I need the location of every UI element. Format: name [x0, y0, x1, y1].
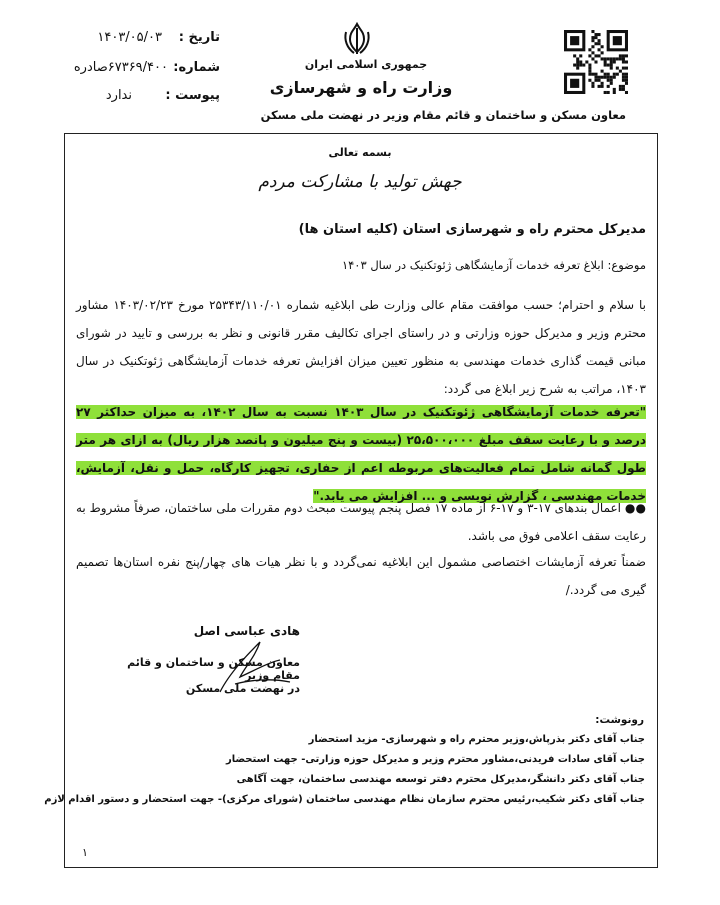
cc-title: رونوشت: [595, 714, 644, 726]
attachment-label: پیوست : [165, 88, 220, 103]
cc-line-2: جناب آقای سادات فریدنی،مشاور محترم وزیر و مدیرکل حوزه وزارتی- جهت استحضار [225, 754, 645, 765]
date-label: تاریخ : [178, 30, 220, 45]
iran-emblem-icon [342, 22, 372, 56]
qr-code-icon [564, 30, 628, 94]
handwritten-signature [200, 632, 300, 702]
deputy-title: معاون مسکن و ساختمان و قائم مقام وزیر در نهضت ملی مسکن [260, 108, 626, 122]
subject: موضوع: ابلاغ تعرفه خدمات آزمایشگاهی ژئوتکنیک در سال ۱۴۰۳ [341, 258, 646, 272]
signer-title-1: معاون مسکن و ساختمان و قائم مقام وزیر [127, 656, 300, 682]
basmala: بسمه تعالی [328, 146, 392, 159]
number-label: شماره: [173, 60, 220, 75]
number-value: ۶۷۳۶۹/۴۰۰صادره [73, 60, 168, 75]
slogan: جهش تولید با مشارکت مردم [258, 172, 462, 192]
paragraph-1: با سلام و احترام؛ حسب موافقت مقام عالی وزارت طی ابلاغیه شماره ۲۵۳۴۳/۱۱۰/۰۱ مورخ ۱۴۰۳/۰۲/۲۳ مشاور محترم وزیر و مدیرکل حوزه وزارتی و در راستای اجرای تکالیف مقرر قانونی و نظر به بررسی و تایید در شورای مبانی قیمت گذاری خدمات مهندسی به منظور تعیین میزان افزایش تعرفه خدمات آزمایشگاهی ژئوتکنیک در سال ۱۴۰۳، مراتب به شرح زیر ابلاغ می گردد: [76, 298, 647, 396]
recipient: مدیرکل محترم راه و شهرسازی استان (کلیه استان ها) [298, 222, 646, 237]
paragraph-3: ضمناً تعرفه آزمایشات اختصاصی مشمول این ابلاغیه نمی‌گردد و با نظر هیات های چهار/پنج نفره استان‌ها تصمیم گیری می گردد./ [76, 555, 646, 597]
signer-title-2: در نهضت ملی مسکن [185, 682, 300, 695]
date-value: ۱۴۰۳/۰۵/۰۳ [97, 30, 162, 45]
country-name: جمهوری اسلامی ایران [304, 58, 428, 71]
cc-line-1: جناب آقای دکتر بذرپاش،وزیر محترم راه و شهرسازی- مزید استحضار [308, 734, 645, 745]
signer-name: هادی عباسی اصل [193, 624, 300, 638]
cc-line-4: جناب آقای دکتر شکیب،رئیس محترم سازمان نظام مهندسی ساختمان (شورای مرکزی)- جهت استحضار و دستور اقدام لازم [44, 794, 645, 805]
paragraph-2: ●● اعمال بندهای ۱۷-۳ و ۱۷-۶ از ماده ۱۷ فصل پنجم پیوست مبحث دوم مقررات ملی ساختمان، صرفاً مشروط به رعایت سقف اعلامی فوق می باشد. [76, 501, 646, 543]
highlight-text: "تعرفه خدمات آزمایشگاهی ژئوتکنیک در سال ۱۴۰۳ نسبت به سال ۱۴۰۲، به میزان حداکثر ۲۷ درصد و با رعایت سقف مبلغ ۲۵،۵۰۰،۰۰۰ (بیست و پنج میلیون و پانصد هزار ریال) به ازای هر متر طول گمانه شامل تمام فعالیت‌های مربوطه اعم از حفاری، تجهیز کارگاه، حمل و نقل، آزمایش، خدمات مهندسی ، گزارش نویسی و ... افزایش می یابد." [76, 405, 647, 503]
page-number: ۱ [82, 846, 88, 859]
ministry-name: وزارت راه و شهرسازی [269, 78, 453, 97]
cc-line-3: جناب آقای دکتر دانشگر،مدیرکل محترم دفتر توسعه مهندسی ساختمان، جهت آگاهی [236, 774, 645, 785]
attachment-value: ندارد [105, 88, 132, 103]
